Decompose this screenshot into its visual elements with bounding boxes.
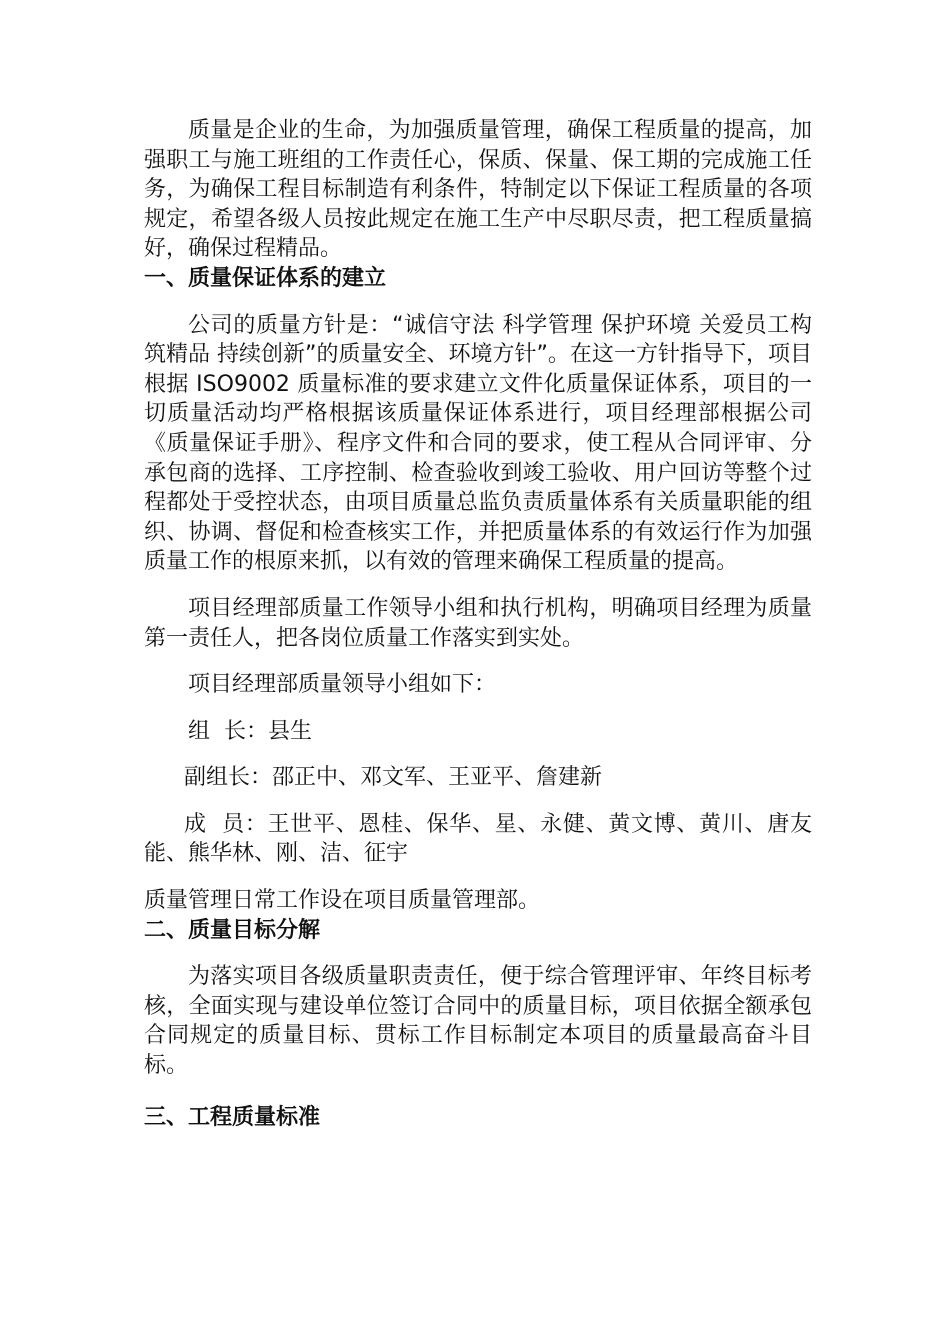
intro-paragraph: 质量是企业的生命，为加强质量管理，确保工程质量的提高，加强职工与施工班组的工作责任心，保质、保量、保工期的完成施工任务，为确保工程目标制造有利条件，特制定以下保证工程质量的各项规定，希望各级人员按此规定在施工生产中尽职尽责，把工程质量搞好，确保过程精品。 (144, 118, 812, 262)
vice-leader-line: 副组长：邵正中、邓文军、王亚平、詹建新 (184, 765, 603, 791)
members-line: 成 员：王世平、恩桂、保华、星、永健、黄文博、黄川、唐友能、熊华林、刚、洁、征宇 (144, 811, 812, 867)
section-heading-quality-standard: 三、工程质量标准 (144, 1104, 321, 1130)
quality-goals-paragraph: 为落实项目各级质量职责责任，便于综合管理评审、年终目标考核，全面实现与建设单位签订合同中的质量目标，项目依据全额承包合同规定的质量目标、贯标工作目标制定本项目的质量最高奋斗目标。 (144, 964, 812, 1079)
leading-group-intro: 项目经理部质量领导小组如下： (188, 672, 497, 698)
document-page (144, 114, 812, 1132)
leadership-paragraph: 项目经理部质量工作领导小组和执行机构，明确项目经理为质量第一责任人，把各岗位质量工作落实到实处。 (144, 595, 812, 651)
group-leader-line: 组 长：县生 (188, 718, 312, 744)
daily-work-line: 质量管理日常工作设在项目质量管理部。 (144, 888, 541, 914)
quality-policy-paragraph: 公司的质量方针是：“诚信守法 科学管理 保护环境 关爱员工构筑精品 持续创新”的质量安全、环境方针”。在这一方针指导下，项目根据 ISO9002 质量标准的要求建立文件化质量保证体系，项目的一切质量活动均严格根据该质量保证体系进行，项目经理部根据公司《质量保证手册》、程序文件和合同的要求，使工程从合同评审、分承包商的选择、工序控制、检查验收到竣工验收、用户回访等整个过程都处于受控状态，由项目质量总监负责质量体系有关质量职能的组织、协调、督促和检查核实工作，并把质量体系的有效运行作为加强质量工作的根原来抓，以有效的管理来确保工程质量的提高。 (144, 312, 812, 575)
section-heading-quality-system: 一、质量保证体系的建立 (144, 265, 387, 291)
section-heading-quality-goals: 二、质量目标分解 (144, 917, 321, 943)
